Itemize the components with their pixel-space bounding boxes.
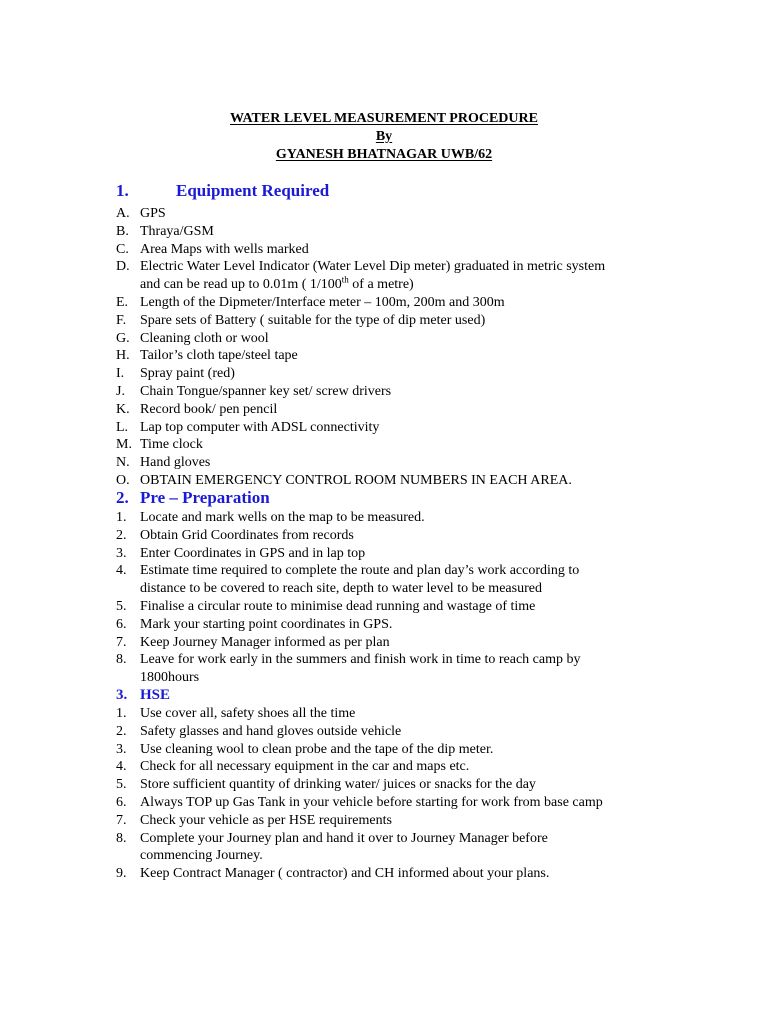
section-heading-equipment — [116, 181, 329, 201]
list-marker: H. — [116, 348, 130, 364]
list-item-text: Obtain Grid Coordinates from records — [140, 527, 354, 543]
list-marker: E. — [116, 294, 129, 310]
list-marker: N. — [116, 455, 130, 471]
list-item — [116, 865, 603, 883]
list-marker: 8. — [116, 830, 127, 846]
list-marker: L. — [116, 419, 129, 435]
list-item-text: Time clock — [140, 437, 203, 453]
list-item-text: Spare sets of Battery ( suitable for the type of dip meter used) — [140, 312, 486, 328]
list-item — [116, 794, 603, 812]
list-item-text: OBTAIN EMERGENCY CONTROL ROOM NUMBERS IN EACH AREA. — [140, 472, 572, 488]
list-item — [116, 365, 605, 383]
list-item — [116, 527, 580, 545]
list-item — [116, 562, 580, 598]
list-item — [116, 776, 603, 794]
section-title: Pre – Preparation — [140, 488, 270, 507]
list-item — [116, 454, 605, 472]
list-item-text: GPS — [140, 206, 166, 221]
list-item-continuation: commencing Journey. — [140, 848, 263, 864]
list-item-continuation — [140, 276, 605, 294]
document-by: By — [375, 129, 393, 144]
list-item-text: Tailor’s cloth tape/steel tape — [140, 348, 298, 364]
list-marker: 4. — [116, 759, 127, 775]
list-item — [116, 723, 603, 741]
list-item-text: Safety glasses and hand gloves outside vehicle — [140, 723, 402, 739]
list-item-text: Keep Journey Manager informed as per plan — [140, 634, 390, 650]
continuation-text-end: of a metre) — [348, 277, 414, 293]
continuation-text: and can be read up to 0.01m ( 1/100 — [140, 277, 342, 293]
list-marker: 3. — [116, 741, 127, 757]
list-marker: 4. — [116, 563, 127, 579]
list-item-text: Length of the Dipmeter/Interface meter – 100m, 200m and 300m — [140, 294, 505, 310]
list-item — [116, 812, 603, 830]
list-marker: M. — [116, 437, 132, 453]
list-item — [116, 758, 603, 776]
list-marker: 7. — [116, 634, 127, 650]
list-item — [116, 830, 603, 866]
section-title: HSE — [140, 687, 171, 703]
list-marker: 1. — [116, 706, 127, 721]
list-item — [116, 312, 605, 330]
section-number: 2. — [116, 488, 129, 507]
list-marker: 8. — [116, 652, 127, 668]
list-item-continuation: 1800hours — [140, 670, 200, 686]
list-item — [116, 330, 605, 348]
list-item-text: Estimate time required to complete the route and plan day’s work according to — [140, 563, 580, 579]
section-title: Equipment Required — [176, 181, 330, 200]
list-item-text: Record book/ pen pencil — [140, 401, 278, 417]
list-item — [116, 419, 605, 437]
section-number: 3. — [116, 687, 128, 703]
list-item — [116, 401, 605, 419]
list-item — [116, 347, 605, 365]
list-item-text: Use cover all, safety shoes all the time — [140, 706, 356, 721]
list-item-text: Locate and mark wells on the map to be measured. — [140, 510, 425, 525]
list-marker: I. — [116, 366, 125, 382]
list-marker: 2. — [116, 723, 127, 739]
list-marker: C. — [116, 241, 129, 257]
list-marker: O. — [116, 472, 130, 488]
list-item — [116, 634, 580, 652]
list-item — [116, 741, 603, 759]
document-author: GYANESH BHATNAGAR UWB/62 — [275, 147, 493, 162]
list-marker: 7. — [116, 812, 127, 828]
list-item-text: Electric Water Level Indicator (Water Level Dip meter) graduated in metric system — [140, 259, 606, 275]
list-marker: 9. — [116, 866, 127, 882]
list-item-text: Cleaning cloth or wool — [140, 330, 269, 346]
list-item — [116, 241, 605, 259]
list-item — [116, 651, 580, 687]
list-item-text: Finalise a circular route to minimise dead running and wastage of time — [140, 598, 536, 614]
list-item-text: Hand gloves — [140, 455, 211, 471]
list-marker: 6. — [116, 616, 127, 632]
list-marker: K. — [116, 401, 130, 417]
list-item-text: Mark your starting point coordinates in GPS. — [140, 616, 393, 632]
list-marker: 2. — [116, 527, 127, 543]
list-marker: 5. — [116, 777, 127, 793]
title-block — [0, 110, 768, 164]
list-item-text: Complete your Journey plan and hand it over to Journey Manager before — [140, 830, 548, 846]
list-item-text: Lap top computer with ADSL connectivity — [140, 419, 380, 435]
pre-preparation-list — [116, 509, 580, 687]
list-item — [116, 598, 580, 616]
list-marker: F. — [116, 312, 127, 328]
equipment-list — [116, 205, 605, 490]
list-item — [116, 436, 605, 454]
list-marker: 3. — [116, 545, 127, 561]
list-item-continuation: distance to be covered to reach site, depth to water level to be measured — [140, 581, 542, 597]
section-heading-pre-preparation — [116, 488, 270, 508]
list-marker: 5. — [116, 598, 127, 614]
list-marker: B. — [116, 223, 129, 239]
document-title: WATER LEVEL MEASUREMENT PROCEDURE — [230, 111, 538, 126]
list-item — [116, 705, 603, 723]
list-marker: A. — [116, 206, 130, 221]
list-marker: G. — [116, 330, 130, 346]
list-marker: J. — [116, 383, 125, 399]
list-item — [116, 509, 580, 527]
list-item-text: Enter Coordinates in GPS and in lap top — [140, 545, 366, 561]
hse-list — [116, 705, 603, 883]
list-item-text: Leave for work early in the summers and finish work in time to reach camp by — [140, 652, 581, 668]
list-item-text: Chain Tongue/spanner key set/ screw drivers — [140, 383, 392, 399]
list-item-text: Thraya/GSM — [140, 223, 214, 239]
section-number: 1. — [116, 181, 129, 200]
list-item-text: Check for all necessary equipment in the car and maps etc. — [140, 759, 470, 775]
list-item-text: Keep Contract Manager ( contractor) and CH informed about your plans. — [140, 866, 550, 882]
list-item-text: Use cleaning wool to clean probe and the tape of the dip meter. — [140, 741, 494, 757]
section-heading-hse — [116, 687, 170, 704]
list-item-text: Store sufficient quantity of drinking water/ juices or snacks for the day — [140, 777, 536, 793]
list-marker: D. — [116, 259, 130, 275]
list-item — [116, 545, 580, 563]
list-item-text: Spray paint (red) — [140, 366, 235, 382]
list-item — [116, 205, 605, 223]
list-item — [116, 258, 605, 294]
list-marker: 6. — [116, 794, 127, 810]
list-item-text: Always TOP up Gas Tank in your vehicle before starting for work from base camp — [140, 794, 603, 810]
ordinal-superscript: th — [341, 274, 349, 285]
list-item-text: Area Maps with wells marked — [140, 241, 309, 257]
list-item — [116, 616, 580, 634]
list-item — [116, 294, 605, 312]
list-item — [116, 383, 605, 401]
list-marker: 1. — [116, 510, 127, 525]
list-item — [116, 223, 605, 241]
list-item-text: Check your vehicle as per HSE requirements — [140, 812, 392, 828]
